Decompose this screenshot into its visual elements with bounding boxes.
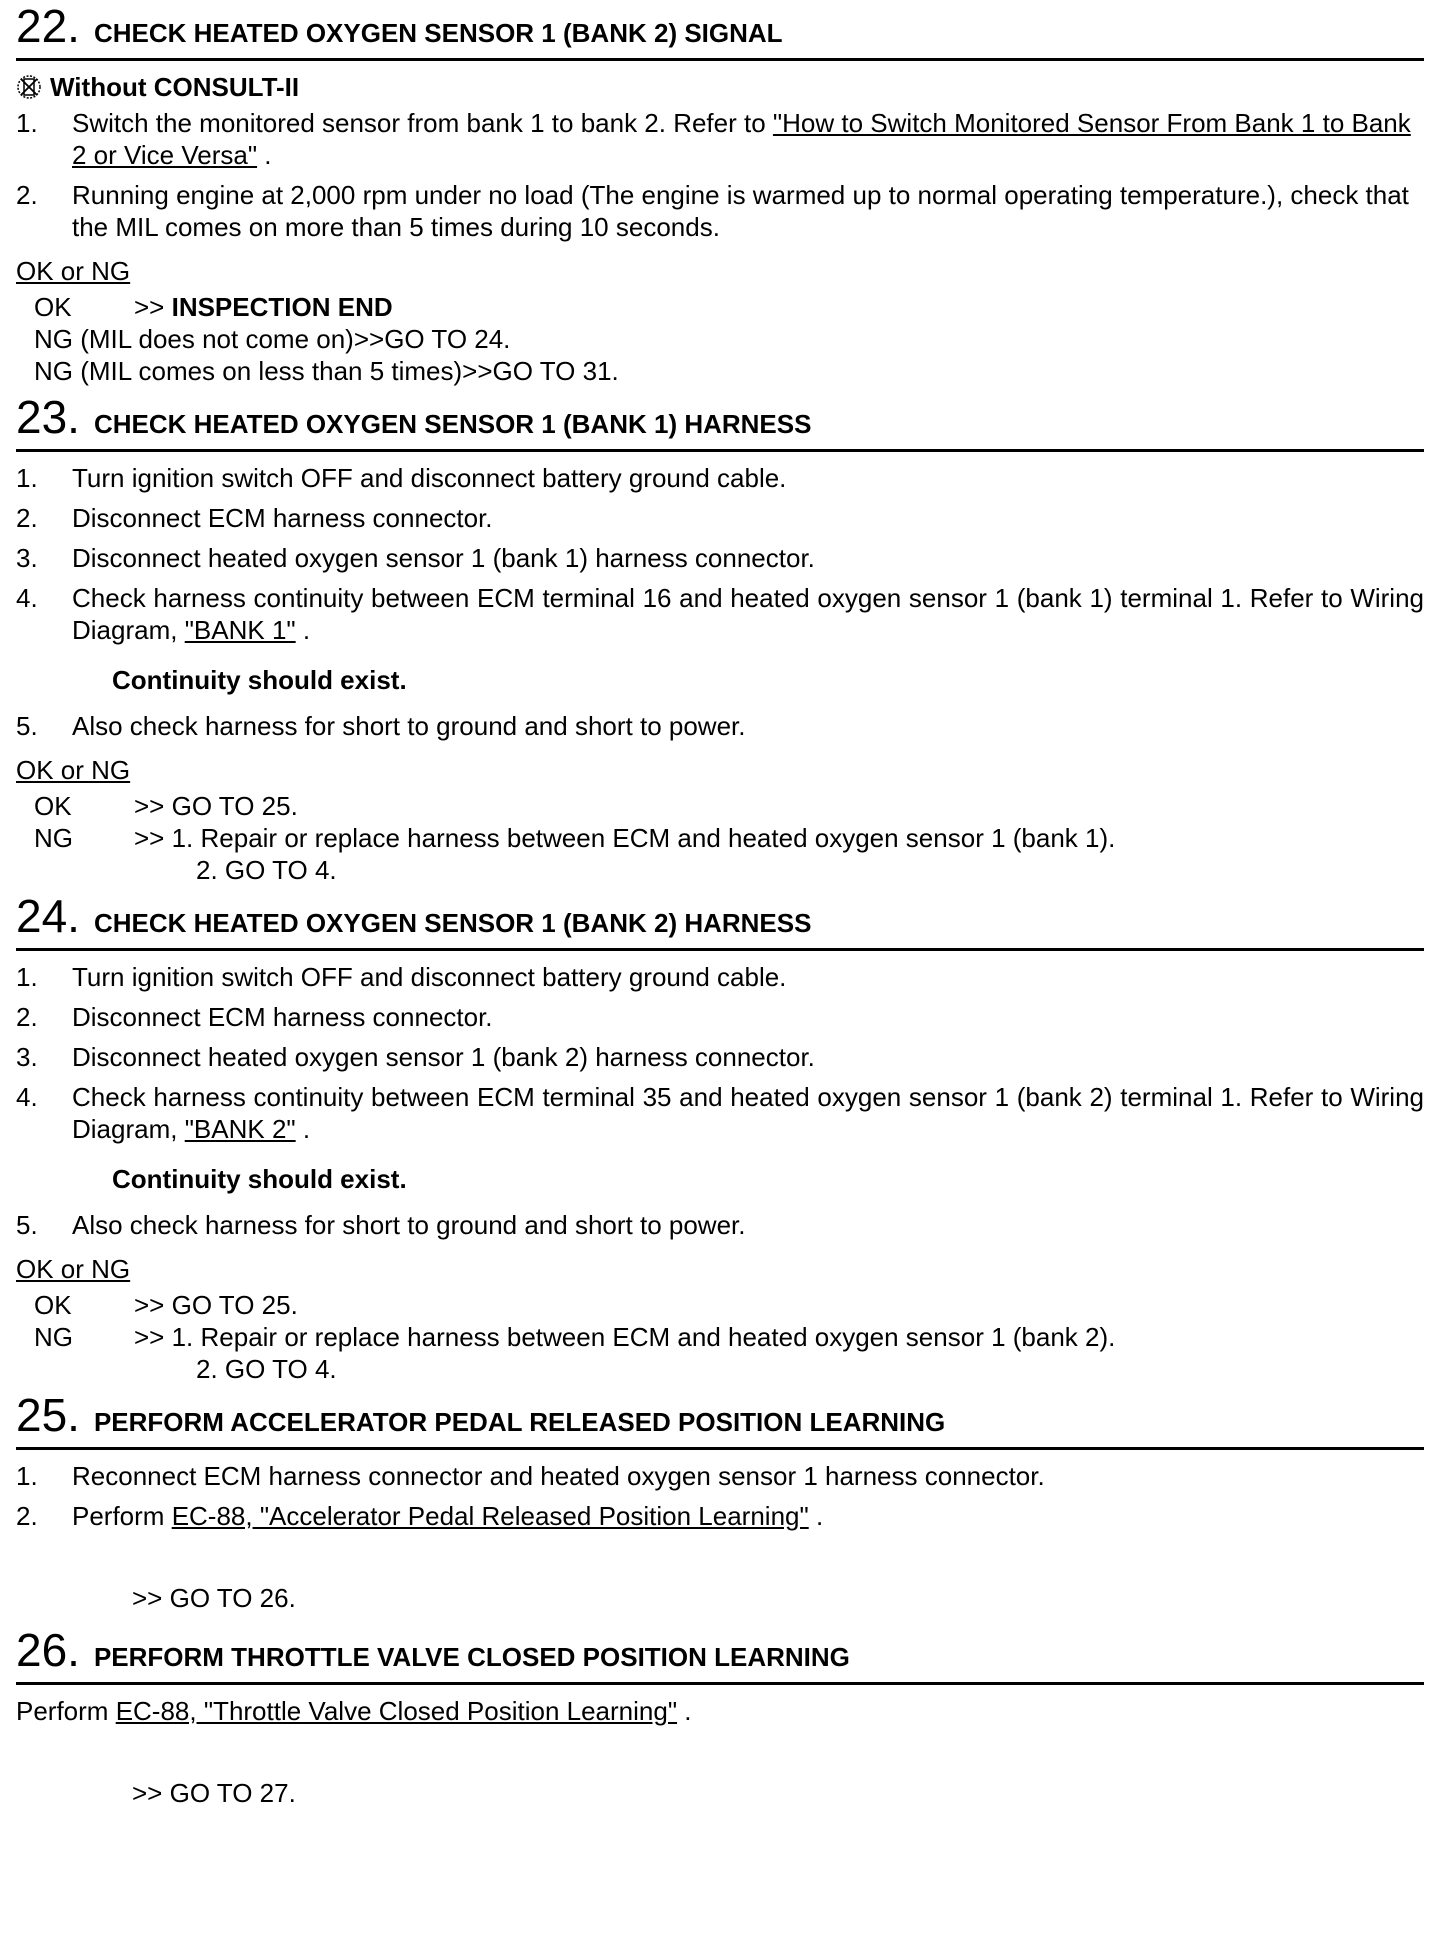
step-number: 5.	[16, 1210, 38, 1240]
step-text-post: .	[295, 615, 311, 645]
result-value: >> 1. Repair or replace harness between ECM and heated oxygen sensor 1 (bank 1).	[134, 823, 1116, 853]
step-text: Also check harness for short to ground and short to power.	[72, 1210, 746, 1240]
step-item	[16, 1041, 1424, 1073]
result-key: OK	[34, 791, 72, 821]
without-consult-heading	[16, 71, 1424, 103]
section-title: PERFORM THROTTLE VALVE CLOSED POSITION LEARNING	[93, 1642, 850, 1672]
ok-or-ng-label: OK or NG	[16, 755, 131, 785]
section-header	[16, 391, 1424, 452]
step-text-pre: Check harness continuity between ECM terminal 35 and heated oxygen sensor 1 (bank 2) terminal 1. Refer to Wiring Diagram,	[72, 1082, 1424, 1144]
step-text: Running engine at 2,000 rpm under no load (The engine is warmed up to normal operating temperature.), check that the MIL comes on more than 5 times during 10 seconds.	[72, 180, 1409, 242]
section-title: CHECK HEATED OXYGEN SENSOR 1 (BANK 1) HARNESS	[93, 409, 812, 439]
result-value: >> GO TO 25.	[134, 1290, 298, 1320]
results-block	[16, 291, 1424, 387]
section-header	[16, 1389, 1424, 1450]
step-item	[16, 542, 1424, 574]
bank-1-wiring-link[interactable]: "BANK 1"	[184, 615, 296, 645]
step-text: Disconnect ECM harness connector.	[72, 1002, 493, 1032]
step-text	[72, 107, 1424, 171]
section-number: 24.	[16, 890, 80, 942]
inspection-end: INSPECTION END	[171, 292, 393, 322]
step-text: Disconnect ECM harness connector.	[72, 503, 493, 533]
results-block	[16, 1289, 1424, 1385]
section-header	[16, 1624, 1424, 1685]
section-header	[16, 0, 1424, 61]
result-ng-less-than-5: NG (MIL comes on less than 5 times)>>GO TO 31.	[34, 356, 619, 386]
step-item	[16, 1209, 1424, 1241]
no-consult-icon	[16, 73, 42, 101]
section-23	[16, 391, 1424, 886]
step-number: 2.	[16, 1501, 38, 1531]
step-text-pre: Check harness continuity between ECM terminal 16 and heated oxygen sensor 1 (bank 1) terminal 1. Refer to Wiring Diagram,	[72, 583, 1424, 645]
step-text: Turn ignition switch OFF and disconnect battery ground cable.	[72, 962, 787, 992]
accelerator-pedal-learning-link[interactable]: EC-88, "Accelerator Pedal Released Position Learning"	[171, 1501, 809, 1531]
section-title: CHECK HEATED OXYGEN SENSOR 1 (BANK 2) HARNESS	[93, 908, 812, 938]
step-text: Turn ignition switch OFF and disconnect battery ground cable.	[72, 463, 787, 493]
step-number: 2.	[16, 1002, 38, 1032]
result-ng-continued: 2. GO TO 4.	[196, 855, 337, 885]
step-list	[16, 710, 1424, 742]
step-number: 1.	[16, 108, 38, 138]
step-text: Also check harness for short to ground and short to power.	[72, 711, 746, 741]
step-text: Disconnect heated oxygen sensor 1 (bank 1) harness connector.	[72, 543, 815, 573]
step-number: 1.	[16, 463, 38, 493]
result-ng	[34, 822, 1424, 854]
result-ng-no-mil: NG (MIL does not come on)>>GO TO 24.	[34, 324, 511, 354]
step-list	[16, 462, 1424, 646]
result-ng-continued: 2. GO TO 4.	[196, 1354, 337, 1384]
result-ok	[34, 291, 1424, 323]
section-number: 25.	[16, 1389, 80, 1441]
result-key: NG	[34, 823, 73, 853]
result-key: OK	[34, 1290, 72, 1320]
result-ng	[34, 1321, 1424, 1353]
section-25	[16, 1389, 1424, 1614]
result-value: >> GO TO 25.	[134, 791, 298, 821]
step-item	[16, 179, 1424, 243]
step-list	[16, 1460, 1424, 1532]
step-text-pre: Switch the monitored sensor from bank 1 to bank 2. Refer to	[72, 108, 773, 138]
step-text-post: .	[295, 1114, 311, 1144]
section-title: CHECK HEATED OXYGEN SENSOR 1 (BANK 2) SIGNAL	[93, 18, 783, 48]
section-24	[16, 890, 1424, 1385]
step-list	[16, 1209, 1424, 1241]
result-arrow: >>	[134, 292, 172, 322]
continuity-note: Continuity should exist.	[112, 665, 407, 695]
section-header	[16, 890, 1424, 951]
step-item	[16, 582, 1424, 646]
result-ok	[34, 1289, 1424, 1321]
step-number: 2.	[16, 503, 38, 533]
step-number: 2.	[16, 180, 38, 210]
step-item	[16, 1500, 1424, 1532]
step-number: 3.	[16, 543, 38, 573]
step-text-post: .	[257, 140, 272, 170]
result-value: >> 1. Repair or replace harness between ECM and heated oxygen sensor 1 (bank 2).	[134, 1322, 1116, 1352]
section-number: 22.	[16, 0, 80, 52]
step-text	[72, 1500, 1424, 1532]
step-number: 3.	[16, 1042, 38, 1072]
without-consult-label: Without CONSULT-II	[50, 72, 300, 102]
step-number: 5.	[16, 711, 38, 741]
section-number: 26.	[16, 1624, 80, 1676]
go-to-26: >> GO TO 26.	[132, 1583, 296, 1613]
step-item	[16, 462, 1424, 494]
step-item	[16, 107, 1424, 171]
step-number: 4.	[16, 1082, 38, 1112]
step-text-post: .	[808, 1501, 824, 1531]
switch-monitored-sensor-link[interactable]: "How to Switch Monitored Sensor From Bank 1 to Bank 2 or Vice Versa"	[72, 108, 1411, 170]
step-item	[16, 1001, 1424, 1033]
step-number: 1.	[16, 962, 38, 992]
step-text-pre: Perform	[72, 1501, 172, 1531]
step-text	[72, 582, 1424, 646]
step-number: 4.	[16, 583, 38, 613]
step-item	[16, 961, 1424, 993]
result-ok	[34, 790, 1424, 822]
bank-2-wiring-link[interactable]: "BANK 2"	[184, 1114, 296, 1144]
step-text	[72, 1081, 1424, 1145]
section-22	[16, 0, 1424, 387]
results-block	[16, 790, 1424, 886]
instruction-pre: Perform	[16, 1696, 116, 1726]
ok-or-ng-label: OK or NG	[16, 1254, 131, 1284]
section-title: PERFORM ACCELERATOR PEDAL RELEASED POSITION LEARNING	[93, 1407, 946, 1437]
step-number: 1.	[16, 1461, 38, 1491]
instruction-post: .	[677, 1696, 692, 1726]
perform-instruction	[16, 1695, 1424, 1727]
go-to-27: >> GO TO 27.	[132, 1778, 296, 1808]
step-item	[16, 1460, 1424, 1492]
throttle-valve-learning-link[interactable]: EC-88, "Throttle Valve Closed Position Learning"	[115, 1696, 678, 1726]
step-item	[16, 1081, 1424, 1145]
section-number: 23.	[16, 391, 80, 443]
step-text: Disconnect heated oxygen sensor 1 (bank 2) harness connector.	[72, 1042, 815, 1072]
continuity-note: Continuity should exist.	[112, 1164, 407, 1194]
ok-or-ng-label: OK or NG	[16, 256, 131, 286]
result-value	[134, 291, 393, 323]
result-key: OK	[34, 292, 72, 322]
step-text: Reconnect ECM harness connector and heated oxygen sensor 1 harness connector.	[72, 1461, 1045, 1491]
step-list	[16, 961, 1424, 1145]
result-key: NG	[34, 1322, 73, 1352]
section-26	[16, 1624, 1424, 1809]
step-item	[16, 502, 1424, 534]
step-list	[16, 107, 1424, 243]
step-item	[16, 710, 1424, 742]
